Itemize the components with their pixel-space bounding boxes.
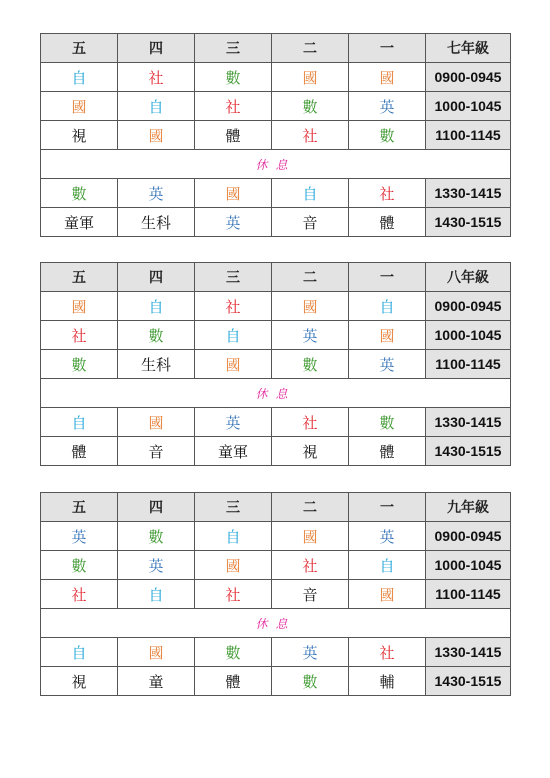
subject-cell: 自 <box>41 638 118 667</box>
period-time: 1330-1415 <box>426 638 511 667</box>
subject-cell: 英 <box>272 321 349 350</box>
period-row <box>41 580 511 609</box>
subject-cell: 國 <box>195 350 272 379</box>
subject-cell: 數 <box>41 551 118 580</box>
subject-cell: 自 <box>272 179 349 208</box>
subject-cell: 自 <box>118 92 195 121</box>
subject-cell: 視 <box>41 667 118 696</box>
weekday-header: 一 <box>349 263 426 292</box>
subject-cell: 體 <box>195 121 272 150</box>
subject-cell: 英 <box>349 350 426 379</box>
subject-cell: 國 <box>41 92 118 121</box>
subject-cell: 國 <box>195 551 272 580</box>
grade-label: 九年級 <box>426 493 511 522</box>
subject-cell: 數 <box>272 350 349 379</box>
period-row <box>41 179 511 208</box>
subject-cell: 音 <box>118 437 195 466</box>
break-row <box>41 150 511 179</box>
subject-cell: 國 <box>349 321 426 350</box>
period-row <box>41 121 511 150</box>
weekday-header: 五 <box>41 493 118 522</box>
break-row <box>41 379 511 408</box>
weekday-header: 二 <box>272 34 349 63</box>
weekday-header: 三 <box>195 493 272 522</box>
subject-cell: 童軍 <box>195 437 272 466</box>
subject-cell: 數 <box>272 92 349 121</box>
header-row <box>41 34 511 63</box>
subject-cell: 生科 <box>118 350 195 379</box>
subject-cell: 社 <box>349 179 426 208</box>
grade-label: 八年級 <box>426 263 511 292</box>
weekday-header: 二 <box>272 493 349 522</box>
break-label: 休息 <box>41 609 511 638</box>
period-time: 0900-0945 <box>426 292 511 321</box>
subject-cell: 數 <box>41 179 118 208</box>
period-time: 1000-1045 <box>426 551 511 580</box>
subject-cell: 數 <box>118 522 195 551</box>
subject-cell: 視 <box>41 121 118 150</box>
subject-cell: 社 <box>195 92 272 121</box>
period-row <box>41 321 511 350</box>
subject-cell: 國 <box>272 522 349 551</box>
timetable-grade-8 <box>40 262 511 466</box>
period-row <box>41 437 511 466</box>
weekday-header: 二 <box>272 263 349 292</box>
grade-label: 七年級 <box>426 34 511 63</box>
subject-cell: 自 <box>349 292 426 321</box>
subject-cell: 音 <box>272 208 349 237</box>
subject-cell: 體 <box>349 208 426 237</box>
period-time: 1000-1045 <box>426 92 511 121</box>
subject-cell: 數 <box>118 321 195 350</box>
subject-cell: 英 <box>118 179 195 208</box>
subject-cell: 社 <box>41 580 118 609</box>
period-time: 1430-1515 <box>426 437 511 466</box>
weekday-header: 三 <box>195 34 272 63</box>
subject-cell: 生科 <box>118 208 195 237</box>
subject-cell: 自 <box>41 408 118 437</box>
subject-cell: 英 <box>272 638 349 667</box>
weekday-header: 四 <box>118 263 195 292</box>
subject-cell: 數 <box>195 638 272 667</box>
period-time: 1100-1145 <box>426 121 511 150</box>
subject-cell: 英 <box>349 92 426 121</box>
subject-cell: 社 <box>349 638 426 667</box>
subject-cell: 英 <box>349 522 426 551</box>
subject-cell: 英 <box>195 208 272 237</box>
timetable-grade-7 <box>40 33 511 237</box>
break-row <box>41 609 511 638</box>
period-time: 0900-0945 <box>426 522 511 551</box>
period-time: 1430-1515 <box>426 208 511 237</box>
period-time: 1330-1415 <box>426 179 511 208</box>
period-time: 0900-0945 <box>426 63 511 92</box>
period-time: 1330-1415 <box>426 408 511 437</box>
period-time: 1100-1145 <box>426 350 511 379</box>
weekday-header: 一 <box>349 493 426 522</box>
period-row <box>41 350 511 379</box>
subject-cell: 國 <box>349 63 426 92</box>
subject-cell: 英 <box>41 522 118 551</box>
subject-cell: 自 <box>195 321 272 350</box>
subject-cell: 數 <box>195 63 272 92</box>
header-row <box>41 493 511 522</box>
period-time: 1430-1515 <box>426 667 511 696</box>
subject-cell: 國 <box>349 580 426 609</box>
subject-cell: 社 <box>272 121 349 150</box>
subject-cell: 國 <box>118 638 195 667</box>
timetable-grade-9 <box>40 492 511 696</box>
period-row <box>41 522 511 551</box>
subject-cell: 社 <box>41 321 118 350</box>
subject-cell: 國 <box>195 179 272 208</box>
subject-cell: 視 <box>272 437 349 466</box>
subject-cell: 輔 <box>349 667 426 696</box>
subject-cell: 國 <box>272 292 349 321</box>
period-row <box>41 551 511 580</box>
subject-cell: 童軍 <box>41 208 118 237</box>
period-time: 1100-1145 <box>426 580 511 609</box>
subject-cell: 數 <box>349 408 426 437</box>
period-row <box>41 92 511 121</box>
subject-cell: 自 <box>349 551 426 580</box>
period-time: 1000-1045 <box>426 321 511 350</box>
subject-cell: 社 <box>118 63 195 92</box>
subject-cell: 自 <box>118 580 195 609</box>
subject-cell: 體 <box>41 437 118 466</box>
weekday-header: 四 <box>118 493 195 522</box>
subject-cell: 自 <box>41 63 118 92</box>
subject-cell: 社 <box>272 551 349 580</box>
break-label: 休息 <box>41 150 511 179</box>
weekday-header: 三 <box>195 263 272 292</box>
period-row <box>41 63 511 92</box>
subject-cell: 社 <box>195 292 272 321</box>
subject-cell: 童 <box>118 667 195 696</box>
subject-cell: 數 <box>41 350 118 379</box>
period-row <box>41 292 511 321</box>
subject-cell: 英 <box>195 408 272 437</box>
subject-cell: 自 <box>118 292 195 321</box>
subject-cell: 國 <box>41 292 118 321</box>
header-row <box>41 263 511 292</box>
period-row <box>41 208 511 237</box>
subject-cell: 國 <box>118 121 195 150</box>
subject-cell: 自 <box>195 522 272 551</box>
weekday-header: 一 <box>349 34 426 63</box>
subject-cell: 體 <box>195 667 272 696</box>
subject-cell: 數 <box>272 667 349 696</box>
subject-cell: 國 <box>118 408 195 437</box>
subject-cell: 數 <box>349 121 426 150</box>
period-row <box>41 408 511 437</box>
subject-cell: 體 <box>349 437 426 466</box>
period-row <box>41 638 511 667</box>
break-label: 休息 <box>41 379 511 408</box>
weekday-header: 五 <box>41 34 118 63</box>
subject-cell: 國 <box>272 63 349 92</box>
subject-cell: 音 <box>272 580 349 609</box>
subject-cell: 社 <box>195 580 272 609</box>
subject-cell: 英 <box>118 551 195 580</box>
period-row <box>41 667 511 696</box>
subject-cell: 社 <box>272 408 349 437</box>
weekday-header: 四 <box>118 34 195 63</box>
weekday-header: 五 <box>41 263 118 292</box>
